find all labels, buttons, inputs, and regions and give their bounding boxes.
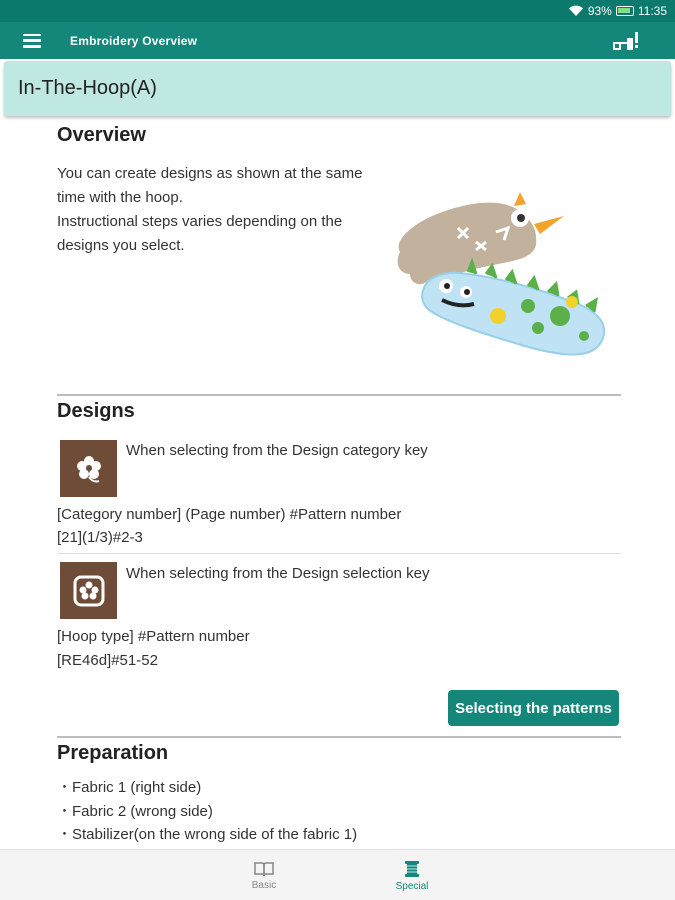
design-category-format: [Category number] (Page number) #Pattern number bbox=[57, 506, 402, 523]
section-title: In-The-Hoop(A) bbox=[18, 77, 157, 99]
sewing-machine-icon[interactable] bbox=[611, 30, 639, 52]
design-category-key-icon bbox=[60, 440, 117, 497]
list-item: ・Fabric 2 (wrong side) bbox=[57, 802, 213, 820]
app-title: Embroidery Overview bbox=[70, 33, 198, 48]
design-selection-key-label: When selecting from the Design selection key bbox=[126, 565, 430, 582]
battery-icon bbox=[616, 6, 634, 16]
list-item: ・Stabilizer(on the wrong side of the fabric 1) bbox=[57, 826, 358, 843]
overview-line: Instructional steps varies depending on the bbox=[57, 213, 343, 230]
overview-line: You can create designs as shown at the same bbox=[57, 165, 363, 182]
section-divider bbox=[57, 736, 621, 738]
app-bar bbox=[0, 22, 675, 59]
section-divider bbox=[57, 394, 621, 396]
overview-line: time with the hoop. bbox=[57, 189, 183, 206]
designs-divider bbox=[57, 553, 621, 554]
designs-heading: Designs bbox=[57, 400, 135, 422]
monster-illustration bbox=[388, 188, 610, 363]
hamburger-menu-icon[interactable] bbox=[23, 34, 41, 48]
design-category-value: [21](1/3)#2-3 bbox=[57, 529, 143, 546]
design-selection-format: [Hoop type] #Pattern number bbox=[57, 628, 250, 645]
tab-basic-label: Basic bbox=[251, 879, 277, 891]
overview-text bbox=[57, 162, 387, 258]
flower-icon bbox=[71, 451, 107, 487]
preparation-list bbox=[57, 776, 357, 847]
tab-basic[interactable] bbox=[209, 850, 319, 900]
thread-spool-icon bbox=[404, 860, 420, 878]
clock: 11:35 bbox=[637, 4, 667, 18]
battery-percent: 93% bbox=[587, 4, 612, 18]
preparation-heading: Preparation bbox=[57, 742, 169, 764]
list-item: ・Fabric 1 (right side) bbox=[57, 779, 202, 796]
bottom-navigation bbox=[0, 849, 675, 900]
section-header bbox=[4, 61, 671, 116]
status-bar bbox=[0, 0, 675, 22]
overview-heading: Overview bbox=[57, 124, 146, 146]
hoop-flower-icon bbox=[71, 573, 107, 609]
selecting-patterns-button[interactable]: Selecting the patterns bbox=[448, 690, 619, 726]
design-selection-value: [RE46d]#51-52 bbox=[57, 652, 158, 669]
tab-special-label: Special bbox=[395, 880, 429, 892]
design-category-key-label: When selecting from the Design category key bbox=[126, 442, 428, 459]
tab-special[interactable] bbox=[357, 850, 467, 900]
overview-line: designs you select. bbox=[57, 237, 185, 254]
wifi-icon bbox=[568, 5, 584, 17]
book-icon bbox=[254, 861, 274, 877]
design-selection-key-icon bbox=[60, 562, 117, 619]
